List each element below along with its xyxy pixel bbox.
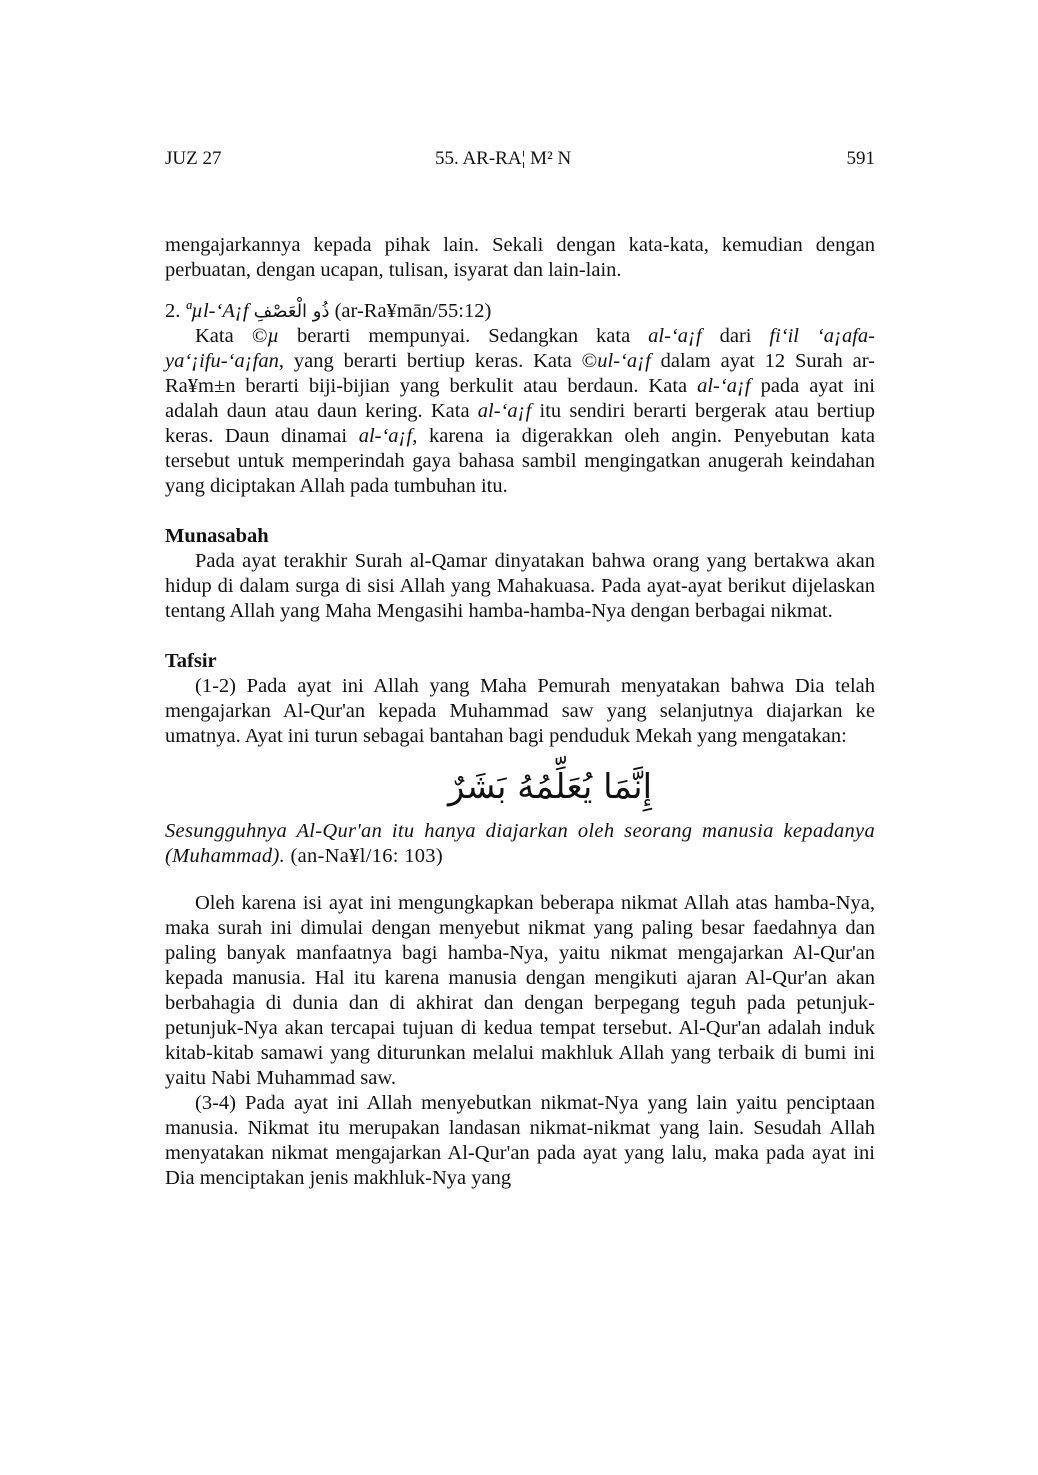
surah-title: 55. AR-RA¦ M² N [435,148,572,169]
tafsir-paragraph-1: (1-2) Pada ayat ini Allah yang Maha Pemurah menyatakan bahwa Dia telah mengajarkan Al-Qur'an kepada Muhammad saw yang selanjutnya diajarkan ke umatnya. Ayat ini turun sebagai bantahan bagi penduduk Mekah yang mengatakan: [165,675,875,747]
vocab-number: 2. [165,300,181,322]
vocab-arabic: ذُو الْعَصْفِ [253,301,330,322]
vocab-explanation: Kata ©µ berarti mempunyai. Sedangkan kata al-‘a¡f dari fi‘il ‘a¡afa-ya‘¡ifu-‘a¡fan, yang berarti bertiup keras. Kata ©ul-‘a¡f dalam ayat 12 Surah ar-Ra¥m±n berarti biji-bijian yang berkulit atau berdaun. Kata al-‘a¡f pada ayat ini adalah daun atau daun kering. Kata al-‘a¡f itu sendiri berarti bergerak atau bertiup keras. Daun dinamai al-‘a¡f, karena ia digerakkan oleh angin. Penyebutan kata tersebut untuk memperindah gaya bahasa sambil mengingatkan anugerah keindahan yang diciptakan Allah pada tumbuhan itu. [165,325,876,497]
munasabah-text: Pada ayat terakhir Surah al-Qamar dinyatakan bahwa orang yang bertakwa akan hidup di dalam surga di sisi Allah yang Mahakuasa. Pada ayat-ayat berikut dijelaskan tentang Allah yang Maha Mengasihi hamba-hamba-Nya dengan berbagai nikmat. [165,550,875,622]
tafsir-paragraph-3: (3-4) Pada ayat ini Allah menyebutkan nikmat-Nya yang lain yaitu penciptaan manusia. Nikmat itu merupakan landasan nikmat-nikmat yang lain. Sesudah Allah menyatakan nikmat mengajarkan Al-Qur'an pada ayat yang lalu, maka pada ayat ini Dia menciptakan jenis makhluk-Nya yang [165,1092,875,1189]
page-header [165,148,875,174]
vocab-translit: ªµl-‘A¡f [185,300,249,322]
juz-label: JUZ 27 [165,148,222,169]
quran-verse-arabic: إِنَّمَا يُعَلِّمُهُ بَشَرٌ [447,767,653,807]
tafsir-paragraph-2: Oleh karena isi ayat ini mengungkapkan beberapa nikmat Allah atas hamba-Nya, maka surah ini dimulai dengan menyebut nikmat yang paling besar faedahnya dan paling banyak manfaatnya bagi hamba-Nya, yaitu nikmat mengajarkan Al-Qur'an kepada manusia. Hal itu karena manusia dengan mengikuti ajaran Al-Qur'an akan berbahagia di dunia dan di akhirat dan dengan berpegang teguh pada petunjuk-petunjuk-Nya akan tercapai tujuan di kedua tempat tersebut. Al-Qur'an adalah induk kitab-kitab samawi yang diturunkan melalui makhluk Allah yang terbaik di bumi ini yaitu Nabi Muhammad saw. [165,892,875,1089]
page-number: 591 [846,148,875,169]
tafsir-heading: Tafsir [165,650,217,672]
vocab-item-2 [165,299,875,324]
verse-translation: Sesungguhnya Al-Qur'an itu hanya diajarkan oleh seorang manusia kepadanya (Muhammad). (an-Na¥l/16: 103) [165,820,875,867]
vocab-reference: (ar-Ra¥mān/55:12) [334,300,492,322]
paragraph-continued: mengajarkannya kepada pihak lain. Sekali dengan kata-kata, kemudian dengan perbuatan, dengan ucapan, tulisan, isyarat dan lain-lain. [165,234,875,281]
page-body [165,233,875,1191]
munasabah-heading: Munasabah [165,525,269,547]
